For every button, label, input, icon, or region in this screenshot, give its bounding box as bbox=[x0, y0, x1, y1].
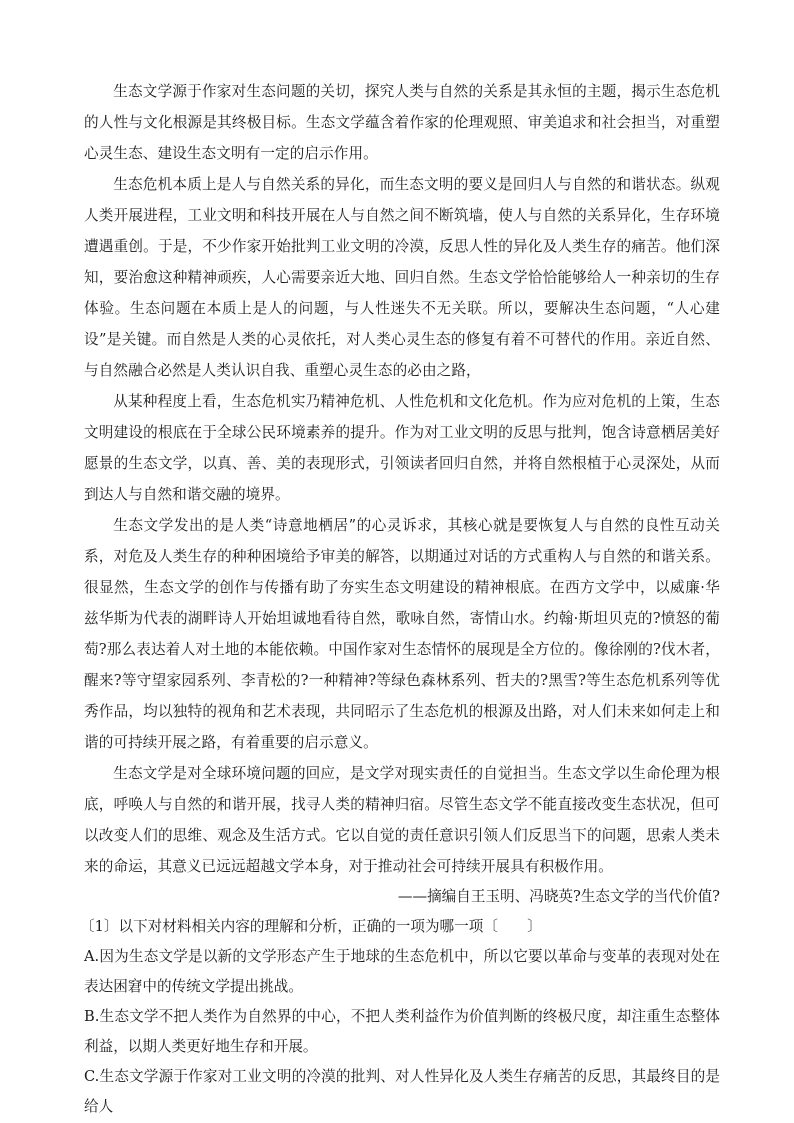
source-citation: ——摘编自王玉明、冯晓英?生态文学的当代价值? bbox=[397, 888, 720, 905]
option-b: B.生态文学不把人类作为自然界的中心，不把人类利益作为价值判断的终极尺度，却注重生态整体利益，以期人类更好地生存和开展。 bbox=[84, 1008, 720, 1055]
paragraph-1: 生态文学源于作家对生态问题的关切，探究人类与自然的关系是其永恒的主题，揭示生态危机的人性与文化根源是其终极目标。生态文学蕴含着作家的伦理观照、审美追求和社会担当，对重塑心灵生态、建设生态文明有一定的启示作用。 bbox=[84, 83, 720, 162]
paragraph-5: 生态文学是对全球环境问题的回应，是文学对现实责任的自觉担当。生态文学以生命伦理为根底，呼唤人与自然的和谐开展，找寻人类的精神归宿。尽管生态文学不能直接改变生态状况，但可以改变人们的思维、观念及生活方式。它以自觉的责任意识引领人们反思当下的问题，思索人类未来的命运，其意义已远远超越文学本身，对于推动社会可持续开展具有积极作用。 bbox=[84, 765, 720, 875]
option-c: C.生态文学源于作家对工业文明的冷漠的批判、对人性异化及人类生存痛苦的反思，其最终目的是给人 bbox=[84, 1068, 720, 1115]
document-page bbox=[80, 76, 720, 1122]
question-stem: 〔1〕以下对材料相关内容的理解和分析，正确的一项为哪一项〔 〕 bbox=[80, 918, 542, 935]
paragraph-3: 从某种程度上看，生态危机实乃精神危机、人性危机和文化危机。作为应对危机的上策，生态文明建设的根底在于全球公民环境素养的提升。作为对工业文明的反思与批判，饱含诗意栖居美好愿景的生态文学，以真、善、美的表现形式，引领读者回归自然，并将自然根植于心灵深处，从而到达人与自然和谐交融的境界。 bbox=[84, 393, 720, 503]
option-a: A.因为生态文学是以新的文学形态产生于地球的生态危机中，所以它要以革命与变革的表现对处在表达困窘中的传统文学提出挑战。 bbox=[84, 948, 720, 995]
paragraph-2: 生态危机本质上是人与自然关系的异化，而生态文明的要义是回归人与自然的和谐状态。纵观人类开展进程，工业文明和科技开展在人与自然之间不断筑墙，使人与自然的关系异化，生存环境遭遇重创。于是，不少作家开始批判工业文明的冷漠，反思人性的异化及人类生存的痛苦。他们深知，要治愈这种精神顽疾，人心需要亲近大地、回归自然。生态文学恰恰能够给人一种亲切的生存体验。生态问题在本质上是人的问题，与人性迷失不无关联。所以，要解决生态问题，“人心建设”是关键。而自然是人类的心灵依托，对人类心灵生态的修复有着不可替代的作用。亲近自然、与自然融合必然是人类认识自我、重塑心灵生态的必由之路， bbox=[84, 176, 720, 379]
paragraph-4: 生态文学发出的是人类“诗意地栖居”的心灵诉求，其核心就是要恢复人与自然的良性互动关系，对危及人类生存的种种困境给予审美的解答，以期通过对话的方式重构人与自然的和谐关系。很显然，生态文学的创作与传播有助了夯实生态文明建设的精神根底。在西方文学中，以威廉·华兹华斯为代表的湖畔诗人开始坦诚地看待自然，歌咏自然，寄情山水。约翰·斯坦贝克的?愤怒的葡萄?那么表达着人对土地的本能依赖。中国作家对生态情怀的展现是全方位的。像徐刚的?伐木者，醒来?等守望家园系列、李青松的?一种精神?等绿色森林系列、哲夫的?黑雪?等生态危机系列等优秀作品，均以独特的视角和艺术表现，共同昭示了生态危机的根源及出路，对人们未来如何走上和谐的可持续开展之路，有着重要的启示意义。 bbox=[84, 517, 720, 751]
